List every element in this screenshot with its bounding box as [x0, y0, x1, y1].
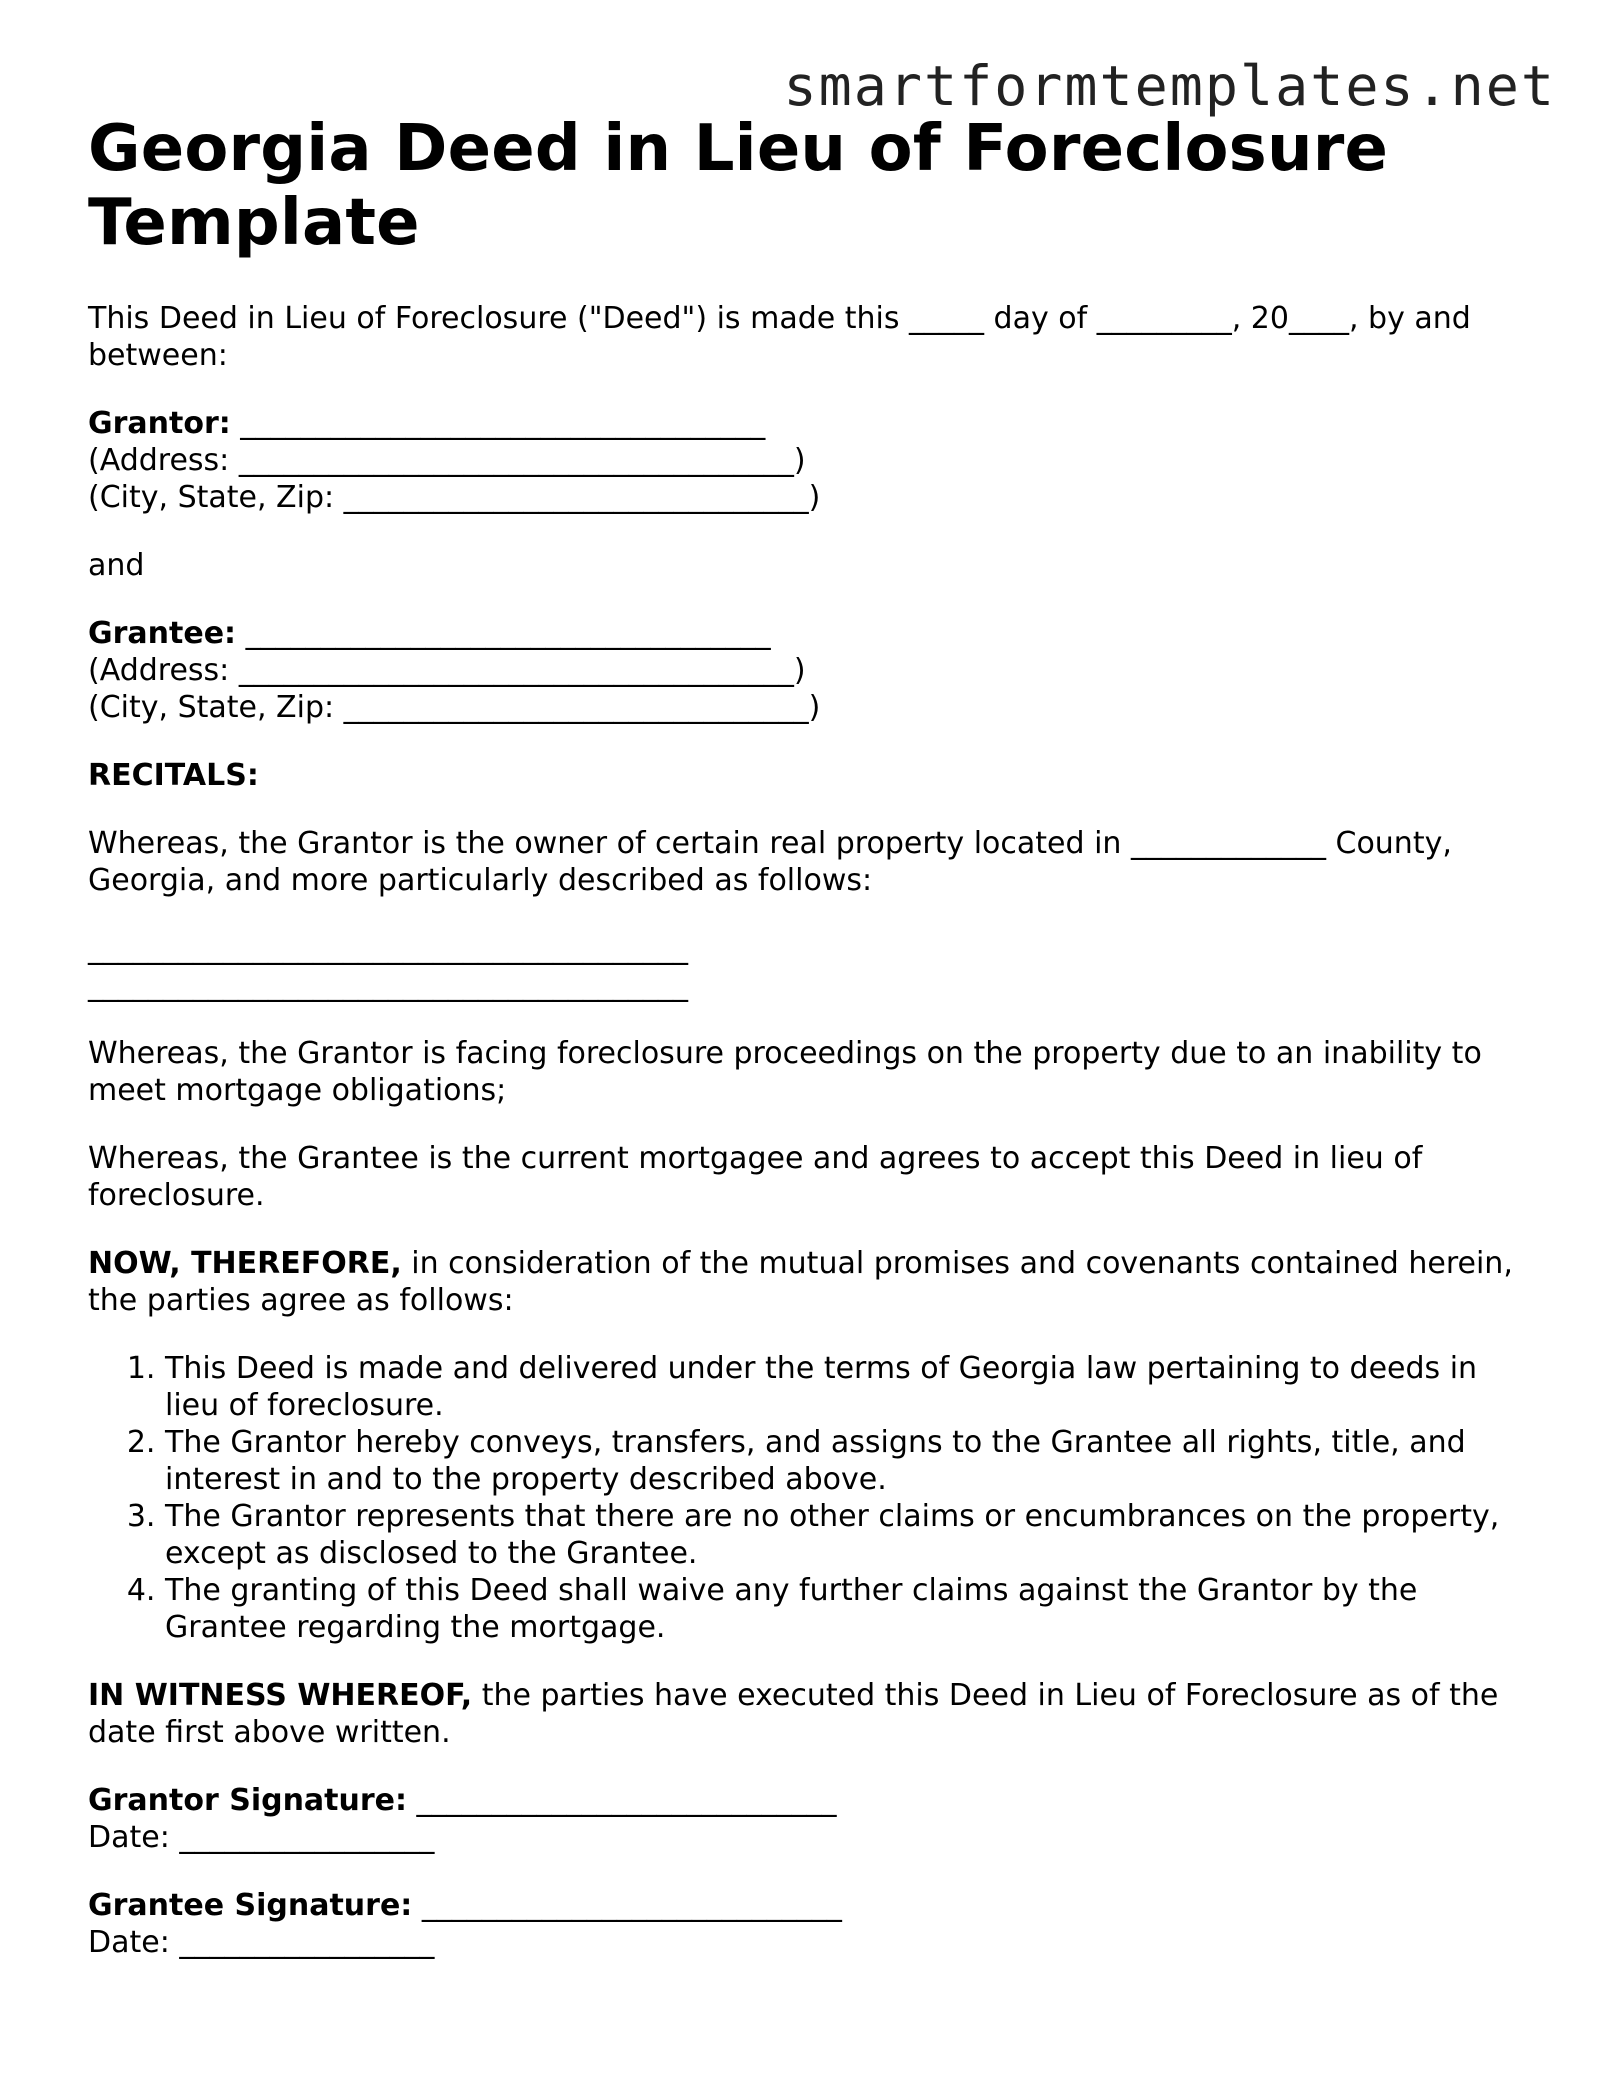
grantor-signature-line — [88, 1782, 1538, 1819]
list-item: 2. The Grantor hereby conveys, transfers, and assigns to the Grantee all rights, title, and interest in and to the property described above. — [165, 1424, 1538, 1498]
property-line-1: ________________________________________ — [88, 931, 688, 966]
watermark-text: smartformtemplates.net — [783, 54, 1556, 118]
grantor-name-line — [88, 405, 1538, 442]
witness-bold: IN WITNESS WHEREOF, — [88, 1678, 473, 1713]
grantee-label: Grantee: — [88, 616, 237, 651]
property-line-2: ________________________________________ — [88, 968, 688, 1003]
document-title: Georgia Deed in Lieu of Foreclosure Template — [88, 112, 1389, 260]
grantor-signature-label: Grantor Signature: — [88, 1783, 408, 1818]
grantor-address-line: (Address: _____________________________________) — [88, 443, 806, 478]
recitals-heading-text: RECITALS: — [88, 758, 259, 793]
grantor-city-line: (City, State, Zip: _______________________________) — [88, 480, 821, 515]
recital-mortgagee: Whereas, the Grantee is the current mortgagee and agrees to accept this Deed in lieu of foreclosure. — [88, 1141, 1423, 1213]
grantor-signature-blank: ____________________________ — [407, 1783, 837, 1818]
and-text: and — [88, 548, 145, 583]
grantor-name-blank: ___________________________________ — [230, 406, 766, 441]
grantor-block — [88, 405, 1538, 516]
grantor-date-line: Date: _________________ — [88, 1820, 435, 1855]
list-item: 4. The granting of this Deed shall waive any further claims against the Grantor by the Grantee regarding the mortgage. — [165, 1572, 1538, 1646]
list-item: 3. The Grantor represents that there are no other claims or encumbrances on the property, except as disclosed to the Grantee. — [165, 1498, 1538, 1572]
grantee-name-line — [88, 615, 1538, 652]
property-description-lines — [88, 930, 1538, 1004]
grantee-city-line: (City, State, Zip: _______________________________) — [88, 690, 821, 725]
recital-property: Whereas, the Grantor is the owner of certain real property located in _____________ County, Georgia, and more particularly described as follows: — [88, 826, 1452, 898]
grantee-signature-line — [88, 1887, 1538, 1924]
grantor-signature-block — [88, 1782, 1538, 1856]
list-item: 1. This Deed is made and delivered under the terms of Georgia law pertaining to deeds in lieu of foreclosure. — [165, 1350, 1538, 1424]
recitals-heading — [88, 757, 1538, 794]
grantee-name-blank: ___________________________________ — [236, 616, 771, 651]
now-therefore-paragraph — [88, 1245, 1538, 1319]
now-therefore-text: in consideration of the mutual promises and covenants contained herein, the parties agree as follows: — [88, 1246, 1513, 1318]
grantee-signature-block — [88, 1887, 1538, 1961]
grantee-signature-label: Grantee Signature: — [88, 1888, 413, 1923]
witness-paragraph — [88, 1677, 1538, 1751]
recital-foreclosure: Whereas, the Grantor is facing foreclosure proceedings on the property due to an inability to meet mortgage obligations; — [88, 1036, 1482, 1108]
intro-paragraph: This Deed in Lieu of Foreclosure ("Deed") is made this _____ day of _________, 20____, by and between: — [88, 301, 1471, 373]
now-therefore-bold: NOW, THEREFORE, — [88, 1246, 402, 1281]
grantee-date-line: Date: _________________ — [88, 1925, 435, 1960]
grantee-address-line: (Address: _____________________________________) — [88, 653, 806, 688]
grantee-block — [88, 615, 1538, 726]
witness-text: the parties have executed this Deed in Lieu of Foreclosure as of the date first above written. — [88, 1678, 1499, 1750]
terms-list — [88, 1350, 1538, 1646]
grantee-signature-blank: ____________________________ — [412, 1888, 842, 1923]
grantor-label: Grantor: — [88, 406, 231, 441]
document-page — [88, 112, 1538, 1961]
